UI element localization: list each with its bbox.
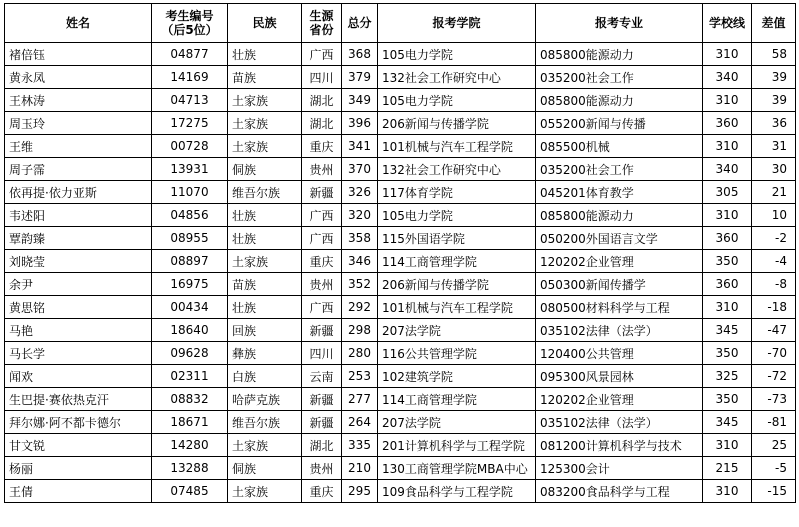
cell-name: 覃韵臻 bbox=[5, 227, 152, 250]
cell-cutoff: 305 bbox=[703, 181, 752, 204]
cell-difference: 58 bbox=[752, 43, 796, 66]
cell-name: 马艳 bbox=[5, 319, 152, 342]
cell-difference: 10 bbox=[752, 204, 796, 227]
cell-major: 095300风景园林 bbox=[536, 365, 703, 388]
cell-total-score: 349 bbox=[342, 89, 378, 112]
cell-exam-id: 18671 bbox=[152, 411, 228, 434]
header-exam-id: 考生编号 （后5位） bbox=[152, 4, 228, 43]
cell-difference: -18 bbox=[752, 296, 796, 319]
cell-major: 045201体育教学 bbox=[536, 181, 703, 204]
cell-college: 102建筑学院 bbox=[378, 365, 536, 388]
cell-difference: -73 bbox=[752, 388, 796, 411]
cell-cutoff: 325 bbox=[703, 365, 752, 388]
table-row bbox=[5, 181, 796, 204]
cell-province: 广西 bbox=[302, 204, 342, 227]
cell-province: 四川 bbox=[302, 342, 342, 365]
cell-college: 115外国语学院 bbox=[378, 227, 536, 250]
cell-total-score: 326 bbox=[342, 181, 378, 204]
cell-college: 105电力学院 bbox=[378, 89, 536, 112]
cell-total-score: 280 bbox=[342, 342, 378, 365]
cell-exam-id: 13288 bbox=[152, 457, 228, 480]
cell-difference: -72 bbox=[752, 365, 796, 388]
cell-name: 王倩 bbox=[5, 480, 152, 503]
cell-cutoff: 310 bbox=[703, 43, 752, 66]
cell-cutoff: 310 bbox=[703, 135, 752, 158]
cell-difference: 21 bbox=[752, 181, 796, 204]
table-row bbox=[5, 89, 796, 112]
cell-major: 055200新闻与传播 bbox=[536, 112, 703, 135]
table-row bbox=[5, 296, 796, 319]
cell-ethnicity: 壮族 bbox=[228, 296, 302, 319]
cell-ethnicity: 土家族 bbox=[228, 135, 302, 158]
cell-cutoff: 310 bbox=[703, 89, 752, 112]
cell-college: 114工商管理学院 bbox=[378, 250, 536, 273]
table-row bbox=[5, 480, 796, 503]
header-province: 生源 省份 bbox=[302, 4, 342, 43]
header-name: 姓名 bbox=[5, 4, 152, 43]
table-row bbox=[5, 434, 796, 457]
cell-province: 新疆 bbox=[302, 181, 342, 204]
cell-exam-id: 11070 bbox=[152, 181, 228, 204]
cell-ethnicity: 侗族 bbox=[228, 457, 302, 480]
cell-total-score: 277 bbox=[342, 388, 378, 411]
cell-name: 周玉玲 bbox=[5, 112, 152, 135]
cell-ethnicity: 白族 bbox=[228, 365, 302, 388]
cell-exam-id: 08832 bbox=[152, 388, 228, 411]
cell-exam-id: 07485 bbox=[152, 480, 228, 503]
cell-province: 新疆 bbox=[302, 411, 342, 434]
cell-ethnicity: 苗族 bbox=[228, 66, 302, 89]
cell-province: 广西 bbox=[302, 227, 342, 250]
cell-difference: -8 bbox=[752, 273, 796, 296]
cell-ethnicity: 壮族 bbox=[228, 204, 302, 227]
cell-major: 120400公共管理 bbox=[536, 342, 703, 365]
table-header bbox=[5, 4, 796, 43]
admission-table bbox=[4, 3, 796, 503]
cell-major: 050200外国语言文学 bbox=[536, 227, 703, 250]
cell-exam-id: 14169 bbox=[152, 66, 228, 89]
cell-name: 黄思铭 bbox=[5, 296, 152, 319]
cell-major: 081200计算机科学与技术 bbox=[536, 434, 703, 457]
cell-province: 广西 bbox=[302, 43, 342, 66]
table-row bbox=[5, 204, 796, 227]
table-row bbox=[5, 66, 796, 89]
cell-total-score: 396 bbox=[342, 112, 378, 135]
cell-difference: -2 bbox=[752, 227, 796, 250]
cell-major: 035102法律（法学） bbox=[536, 319, 703, 342]
cell-total-score: 253 bbox=[342, 365, 378, 388]
table-row bbox=[5, 457, 796, 480]
cell-difference: 36 bbox=[752, 112, 796, 135]
cell-province: 重庆 bbox=[302, 135, 342, 158]
cell-exam-id: 04877 bbox=[152, 43, 228, 66]
cell-total-score: 335 bbox=[342, 434, 378, 457]
cell-total-score: 292 bbox=[342, 296, 378, 319]
cell-province: 云南 bbox=[302, 365, 342, 388]
cell-ethnicity: 壮族 bbox=[228, 43, 302, 66]
cell-name: 王林涛 bbox=[5, 89, 152, 112]
cell-name: 拜尔娜·阿不都卡德尔 bbox=[5, 411, 152, 434]
cell-cutoff: 350 bbox=[703, 342, 752, 365]
cell-difference: 30 bbox=[752, 158, 796, 181]
cell-college: 132社会工作研究中心 bbox=[378, 158, 536, 181]
cell-difference: -5 bbox=[752, 457, 796, 480]
cell-cutoff: 310 bbox=[703, 296, 752, 319]
header-total-score: 总分 bbox=[342, 4, 378, 43]
cell-ethnicity: 土家族 bbox=[228, 434, 302, 457]
cell-name: 依再提·依力亚斯 bbox=[5, 181, 152, 204]
cell-difference: -70 bbox=[752, 342, 796, 365]
cell-cutoff: 340 bbox=[703, 158, 752, 181]
cell-name: 周子霈 bbox=[5, 158, 152, 181]
table-row bbox=[5, 112, 796, 135]
cell-major: 083200食品科学与工程 bbox=[536, 480, 703, 503]
cell-province: 广西 bbox=[302, 296, 342, 319]
cell-ethnicity: 哈萨克族 bbox=[228, 388, 302, 411]
table-row bbox=[5, 227, 796, 250]
cell-major: 035200社会工作 bbox=[536, 158, 703, 181]
cell-province: 贵州 bbox=[302, 158, 342, 181]
header-major: 报考专业 bbox=[536, 4, 703, 43]
cell-exam-id: 08897 bbox=[152, 250, 228, 273]
table-row bbox=[5, 319, 796, 342]
cell-cutoff: 345 bbox=[703, 319, 752, 342]
cell-college: 105电力学院 bbox=[378, 43, 536, 66]
cell-college: 207法学院 bbox=[378, 319, 536, 342]
cell-total-score: 341 bbox=[342, 135, 378, 158]
cell-total-score: 346 bbox=[342, 250, 378, 273]
cell-difference: -4 bbox=[752, 250, 796, 273]
cell-exam-id: 04856 bbox=[152, 204, 228, 227]
cell-province: 重庆 bbox=[302, 480, 342, 503]
cell-college: 114工商管理学院 bbox=[378, 388, 536, 411]
cell-total-score: 370 bbox=[342, 158, 378, 181]
table-row bbox=[5, 273, 796, 296]
cell-province: 新疆 bbox=[302, 319, 342, 342]
cell-college: 207法学院 bbox=[378, 411, 536, 434]
cell-province: 湖北 bbox=[302, 89, 342, 112]
cell-name: 杨丽 bbox=[5, 457, 152, 480]
cell-province: 新疆 bbox=[302, 388, 342, 411]
table-row bbox=[5, 388, 796, 411]
cell-cutoff: 360 bbox=[703, 227, 752, 250]
cell-name: 甘文锐 bbox=[5, 434, 152, 457]
header-difference: 差值 bbox=[752, 4, 796, 43]
table-row bbox=[5, 135, 796, 158]
cell-total-score: 295 bbox=[342, 480, 378, 503]
cell-total-score: 298 bbox=[342, 319, 378, 342]
cell-major: 120202企业管理 bbox=[536, 388, 703, 411]
header-row bbox=[5, 4, 796, 43]
cell-exam-id: 16975 bbox=[152, 273, 228, 296]
cell-total-score: 320 bbox=[342, 204, 378, 227]
cell-cutoff: 310 bbox=[703, 434, 752, 457]
cell-major: 085800能源动力 bbox=[536, 43, 703, 66]
header-ethnicity: 民族 bbox=[228, 4, 302, 43]
cell-name: 余尹 bbox=[5, 273, 152, 296]
cell-difference: -47 bbox=[752, 319, 796, 342]
cell-college: 105电力学院 bbox=[378, 204, 536, 227]
cell-total-score: 352 bbox=[342, 273, 378, 296]
cell-exam-id: 00434 bbox=[152, 296, 228, 319]
cell-ethnicity: 壮族 bbox=[228, 227, 302, 250]
cell-ethnicity: 彝族 bbox=[228, 342, 302, 365]
cell-ethnicity: 苗族 bbox=[228, 273, 302, 296]
cell-ethnicity: 维吾尔族 bbox=[228, 181, 302, 204]
cell-major: 050300新闻传播学 bbox=[536, 273, 703, 296]
cell-exam-id: 13931 bbox=[152, 158, 228, 181]
cell-major: 085800能源动力 bbox=[536, 204, 703, 227]
cell-difference: 25 bbox=[752, 434, 796, 457]
cell-ethnicity: 土家族 bbox=[228, 480, 302, 503]
cell-total-score: 358 bbox=[342, 227, 378, 250]
cell-province: 贵州 bbox=[302, 457, 342, 480]
cell-total-score: 210 bbox=[342, 457, 378, 480]
cell-name: 生巴提·赛依热克汗 bbox=[5, 388, 152, 411]
cell-major: 125300会计 bbox=[536, 457, 703, 480]
cell-total-score: 379 bbox=[342, 66, 378, 89]
cell-cutoff: 360 bbox=[703, 112, 752, 135]
cell-difference: 39 bbox=[752, 89, 796, 112]
cell-province: 四川 bbox=[302, 66, 342, 89]
cell-major: 120202企业管理 bbox=[536, 250, 703, 273]
cell-college: 101机械与汽车工程学院 bbox=[378, 135, 536, 158]
cell-major: 085500机械 bbox=[536, 135, 703, 158]
cell-exam-id: 02311 bbox=[152, 365, 228, 388]
cell-major: 080500材料科学与工程 bbox=[536, 296, 703, 319]
cell-province: 贵州 bbox=[302, 273, 342, 296]
header-college: 报考学院 bbox=[378, 4, 536, 43]
cell-major: 035102法律（法学） bbox=[536, 411, 703, 434]
table-row bbox=[5, 43, 796, 66]
table-row bbox=[5, 158, 796, 181]
cell-name: 刘晓莹 bbox=[5, 250, 152, 273]
cell-major: 085800能源动力 bbox=[536, 89, 703, 112]
cell-college: 130工商管理学院MBA中心 bbox=[378, 457, 536, 480]
cell-province: 重庆 bbox=[302, 250, 342, 273]
cell-difference: -15 bbox=[752, 480, 796, 503]
cell-total-score: 368 bbox=[342, 43, 378, 66]
header-cutoff: 学校线 bbox=[703, 4, 752, 43]
table-row bbox=[5, 411, 796, 434]
cell-province: 湖北 bbox=[302, 434, 342, 457]
cell-ethnicity: 侗族 bbox=[228, 158, 302, 181]
cell-cutoff: 340 bbox=[703, 66, 752, 89]
cell-cutoff: 310 bbox=[703, 204, 752, 227]
cell-cutoff: 345 bbox=[703, 411, 752, 434]
cell-college: 117体育学院 bbox=[378, 181, 536, 204]
cell-exam-id: 00728 bbox=[152, 135, 228, 158]
cell-ethnicity: 土家族 bbox=[228, 89, 302, 112]
cell-major: 035200社会工作 bbox=[536, 66, 703, 89]
table-body bbox=[5, 43, 796, 503]
cell-ethnicity: 维吾尔族 bbox=[228, 411, 302, 434]
table-row bbox=[5, 365, 796, 388]
cell-difference: 31 bbox=[752, 135, 796, 158]
cell-college: 206新闻与传播学院 bbox=[378, 112, 536, 135]
cell-exam-id: 09628 bbox=[152, 342, 228, 365]
cell-ethnicity: 土家族 bbox=[228, 250, 302, 273]
cell-name: 韦述阳 bbox=[5, 204, 152, 227]
table-row bbox=[5, 342, 796, 365]
table-row bbox=[5, 250, 796, 273]
cell-college: 101机械与汽车工程学院 bbox=[378, 296, 536, 319]
cell-cutoff: 310 bbox=[703, 480, 752, 503]
cell-cutoff: 350 bbox=[703, 250, 752, 273]
cell-college: 206新闻与传播学院 bbox=[378, 273, 536, 296]
cell-name: 闻欢 bbox=[5, 365, 152, 388]
cell-province: 湖北 bbox=[302, 112, 342, 135]
cell-exam-id: 17275 bbox=[152, 112, 228, 135]
cell-cutoff: 350 bbox=[703, 388, 752, 411]
cell-name: 黄永凤 bbox=[5, 66, 152, 89]
cell-difference: -81 bbox=[752, 411, 796, 434]
cell-college: 201计算机科学与工程学院 bbox=[378, 434, 536, 457]
cell-name: 马长学 bbox=[5, 342, 152, 365]
cell-cutoff: 360 bbox=[703, 273, 752, 296]
cell-name: 褚倍钰 bbox=[5, 43, 152, 66]
cell-cutoff: 215 bbox=[703, 457, 752, 480]
cell-name: 王维 bbox=[5, 135, 152, 158]
cell-total-score: 264 bbox=[342, 411, 378, 434]
cell-college: 132社会工作研究中心 bbox=[378, 66, 536, 89]
cell-ethnicity: 土家族 bbox=[228, 112, 302, 135]
cell-exam-id: 18640 bbox=[152, 319, 228, 342]
cell-college: 109食品科学与工程学院 bbox=[378, 480, 536, 503]
cell-exam-id: 14280 bbox=[152, 434, 228, 457]
cell-exam-id: 08955 bbox=[152, 227, 228, 250]
cell-college: 116公共管理学院 bbox=[378, 342, 536, 365]
cell-exam-id: 04713 bbox=[152, 89, 228, 112]
cell-difference: 39 bbox=[752, 66, 796, 89]
cell-ethnicity: 回族 bbox=[228, 319, 302, 342]
